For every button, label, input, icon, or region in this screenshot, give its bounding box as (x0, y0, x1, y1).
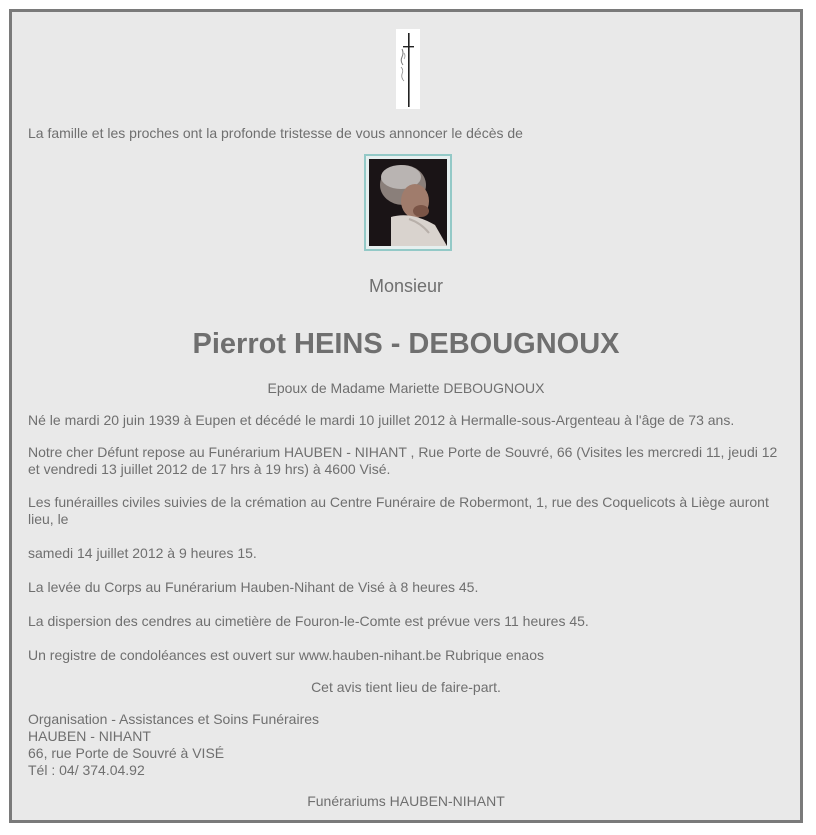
portrait-image (369, 159, 447, 246)
organisation-name: HAUBEN - NIHANT (28, 728, 151, 744)
funeral-date-line: samedi 14 juillet 2012 à 9 heures 15. (28, 545, 257, 561)
honorific: Monsieur (368, 276, 444, 296)
intro-text: La famille et les proches ont la profonde tristesse de vous annoncer le décès de (28, 125, 523, 141)
organisation-line: Organisation - Assistances et Soins Funéraires (28, 711, 320, 727)
obituary-frame (9, 9, 803, 823)
faire-part-line: Cet avis tient lieu de faire-part. (311, 679, 501, 695)
registry-line: Un registre de condoléances est ouvert sur www.hauben-nihant.be Rubrique enaos (28, 647, 544, 663)
organisation-block (28, 711, 778, 779)
organisation-phone: Tél : 04/ 374.04.92 (28, 762, 145, 778)
cross-icon (396, 29, 420, 109)
footer-signature: Funérariums HAUBEN-NIHANT (307, 793, 505, 809)
spouse-line: Epoux de Madame Mariette DEBOUGNOUX (267, 380, 545, 396)
cross-image (396, 29, 420, 109)
organisation-address: 66, rue Porte de Souvré à VISÉ (28, 745, 225, 761)
deceased-name: Pierrot HEINS - DEBOUGNOUX (192, 328, 620, 360)
portrait-photo (364, 154, 452, 251)
dispersion-line: La dispersion des cendres au cimetière de Fouron-le-Comte est prévue vers 11 heures 45. (28, 613, 589, 629)
rest-paragraph: Notre cher Défunt repose au Funérarium HAUBEN - NIHANT , Rue Porte de Souvré, 66 (Visites les mercredi 11, jeudi 12 et vendredi 13 juillet 2012 de 17 hrs à 19 hrs) à 4600 Visé. (28, 444, 778, 477)
funeral-paragraph: Les funérailles civiles suivies de la crémation au Centre Funéraire de Robermont, 1, rue des Coquelicots à Liège auront lieu, le (28, 494, 769, 527)
birth-death-line: Né le mardi 20 juin 1939 à Eupen et décédé le mardi 10 juillet 2012 à Hermalle-sous-Argenteau à l'âge de 73 ans. (28, 412, 735, 428)
levee-line: La levée du Corps au Funérarium Hauben-Nihant de Visé à 8 heures 45. (28, 579, 479, 595)
